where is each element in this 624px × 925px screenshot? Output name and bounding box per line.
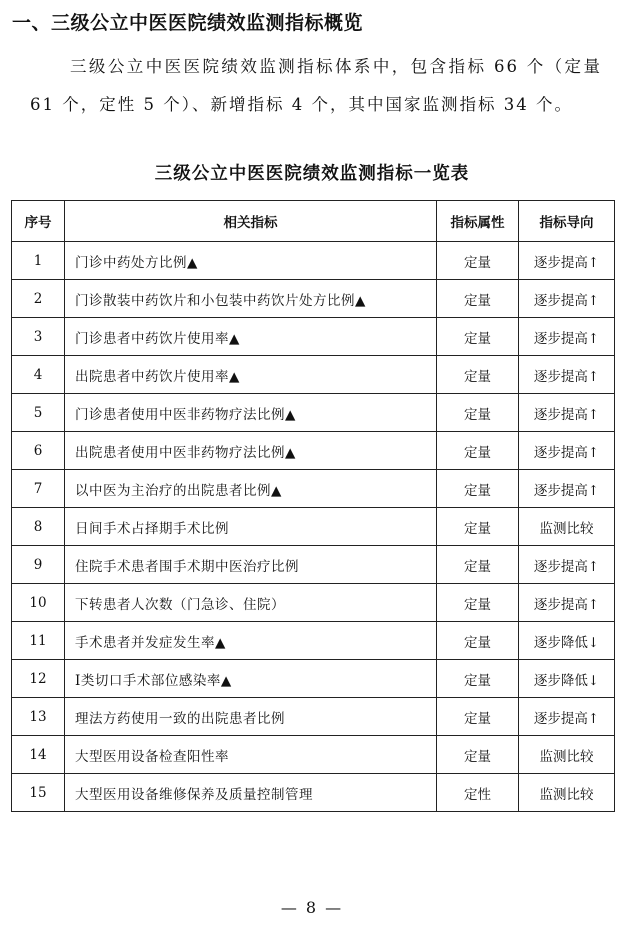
indicator-direction: 监测比较: [519, 774, 615, 812]
indicator-direction: 逐步提高↑: [519, 318, 615, 356]
table-row: [12, 660, 615, 698]
indicator-direction: 逐步降低↓: [519, 622, 615, 660]
indicator-direction: 逐步提高↑: [519, 242, 615, 280]
table-row: [12, 356, 615, 394]
indicator-name: 手术患者并发症发生率▲: [65, 622, 437, 660]
header-direction: 指标导向: [519, 201, 615, 242]
indicator-table: [11, 200, 615, 812]
indicator-direction: 逐步提高↑: [519, 698, 615, 736]
indicator-attribute: 定量: [437, 432, 519, 470]
indicator-attribute: 定量: [437, 546, 519, 584]
row-index: 1: [12, 242, 65, 280]
indicator-attribute: 定量: [437, 470, 519, 508]
table-row: [12, 546, 615, 584]
indicator-direction: 逐步提高↑: [519, 356, 615, 394]
indicator-name: Ⅰ类切口手术部位感染率▲: [65, 660, 437, 698]
indicator-attribute: 定量: [437, 584, 519, 622]
intro-paragraph: 三级公立中医医院绩效监测指标体系中，包含指标 66 个（定量 61 个，定性 5 个）、新增指标 4 个，其中国家监测指标 34 个。: [30, 57, 602, 114]
row-index: 13: [12, 698, 65, 736]
row-index: 4: [12, 356, 65, 394]
row-index: 10: [12, 584, 65, 622]
indicator-direction: 逐步提高↑: [519, 546, 615, 584]
indicator-attribute: 定量: [437, 736, 519, 774]
table-row: [12, 774, 615, 812]
table-row: [12, 280, 615, 318]
indicator-attribute: 定量: [437, 318, 519, 356]
row-index: 11: [12, 622, 65, 660]
row-index: 3: [12, 318, 65, 356]
indicator-name: 门诊散装中药饮片和小包装中药饮片处方比例▲: [65, 280, 437, 318]
page-number: — 8 —: [280, 898, 344, 917]
indicator-name: 下转患者人次数（门急诊、住院）: [65, 584, 437, 622]
table-row: [12, 736, 615, 774]
indicator-direction: 监测比较: [519, 736, 615, 774]
row-index: 14: [12, 736, 65, 774]
indicator-name: 大型医用设备检查阳性率: [65, 736, 437, 774]
row-index: 9: [12, 546, 65, 584]
indicator-name: 住院手术患者围手术期中医治疗比例: [65, 546, 437, 584]
indicator-attribute: 定量: [437, 242, 519, 280]
table-row: [12, 318, 615, 356]
indicator-direction: 逐步提高↑: [519, 584, 615, 622]
indicator-direction: 逐步降低↓: [519, 660, 615, 698]
table-row: [12, 698, 615, 736]
section-heading: 一、三级公立中医医院绩效监测指标概览: [12, 12, 364, 34]
row-index: 12: [12, 660, 65, 698]
indicator-name: 以中医为主治疗的出院患者比例▲: [65, 470, 437, 508]
indicator-direction: 逐步提高↑: [519, 280, 615, 318]
indicator-attribute: 定量: [437, 394, 519, 432]
indicator-attribute: 定量: [437, 280, 519, 318]
indicator-attribute: 定量: [437, 698, 519, 736]
row-index: 2: [12, 280, 65, 318]
row-index: 5: [12, 394, 65, 432]
header-index: 序号: [12, 201, 65, 242]
indicator-direction: 监测比较: [519, 508, 615, 546]
indicator-name: 理法方药使用一致的出院患者比例: [65, 698, 437, 736]
row-index: 7: [12, 470, 65, 508]
row-index: 8: [12, 508, 65, 546]
indicator-direction: 逐步提高↑: [519, 394, 615, 432]
indicator-attribute: 定量: [437, 356, 519, 394]
row-index: 6: [12, 432, 65, 470]
indicator-name: 门诊患者使用中医非药物疗法比例▲: [65, 394, 437, 432]
indicator-direction: 逐步提高↑: [519, 432, 615, 470]
header-indicator: 相关指标: [65, 201, 437, 242]
indicator-direction: 逐步提高↑: [519, 470, 615, 508]
indicator-name: 出院患者使用中医非药物疗法比例▲: [65, 432, 437, 470]
table-row: [12, 470, 615, 508]
table-row: [12, 432, 615, 470]
table-header-row: [12, 201, 615, 242]
indicator-name: 日间手术占择期手术比例: [65, 508, 437, 546]
indicator-name: 大型医用设备维修保养及质量控制管理: [65, 774, 437, 812]
table-row: [12, 508, 615, 546]
indicator-name: 出院患者中药饮片使用率▲: [65, 356, 437, 394]
table-row: [12, 242, 615, 280]
row-index: 15: [12, 774, 65, 812]
table-row: [12, 584, 615, 622]
indicator-attribute: 定量: [437, 622, 519, 660]
table-row: [12, 622, 615, 660]
table-row: [12, 394, 615, 432]
header-attribute: 指标属性: [437, 201, 519, 242]
indicator-attribute: 定量: [437, 508, 519, 546]
indicator-name: 门诊患者中药饮片使用率▲: [65, 318, 437, 356]
indicator-attribute: 定量: [437, 660, 519, 698]
indicator-attribute: 定性: [437, 774, 519, 812]
indicator-name: 门诊中药处方比例▲: [65, 242, 437, 280]
table-title: 三级公立中医医院绩效监测指标一览表: [154, 164, 470, 184]
